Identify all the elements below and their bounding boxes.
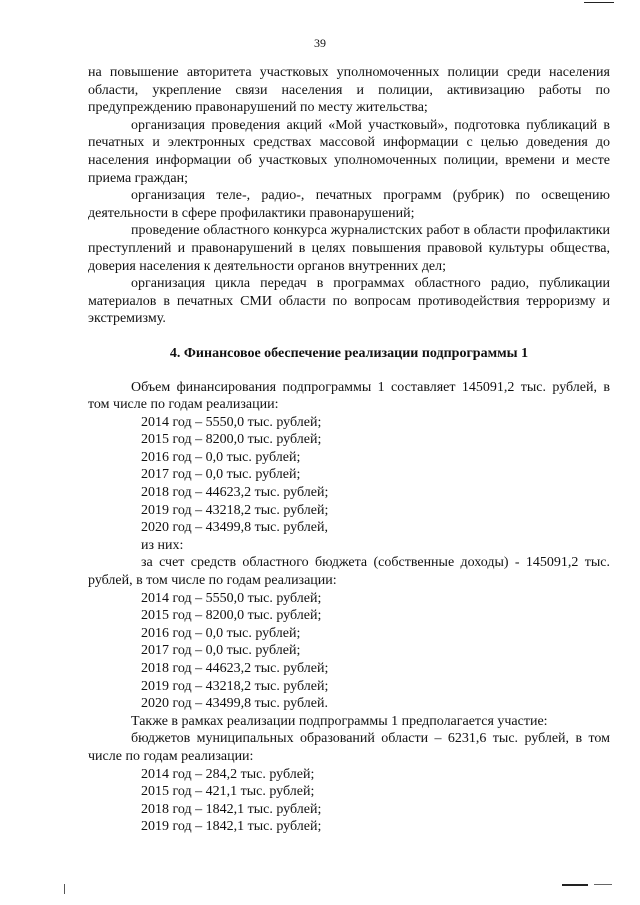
year-amount-item: 2016 год – 0,0 тыс. рублей; [141,449,301,465]
document-body [88,64,610,836]
financing-total-paragraph: Объем финансирования подпрограммы 1 составляет 145091,2 тыс. рублей, в том числе по годам реализации: [88,379,610,413]
scan-artifact-bottom-right [562,884,588,886]
year-amount-item: 2014 год – 5550,0 тыс. рублей; [141,590,322,606]
year-amount-item: 2019 год – 43218,2 тыс. рублей; [141,502,329,518]
participation-paragraph: Также в рамках реализации подпрограммы 1 предполагается участие: [131,713,548,729]
municipal-by-year-list [88,766,610,836]
regional-budget-paragraph: за счет средств областного бюджета (собственные доходы) - 145091,2 тыс. рублей, в том числе по годам реализации: [88,555,610,589]
total-by-year-list [88,414,610,537]
intro-paragraph: организация цикла передач в программах областного радио, публикации материалов в печатных СМИ области по вопросам противодействия терроризму и экстремизму. [88,276,610,327]
year-amount-item: 2014 год – 284,2 тыс. рублей; [141,766,315,782]
municipal-budget-paragraph: бюджетов муниципальных образований области – 6231,6 тыс. рублей, в том числе по годам реализации: [88,731,610,764]
year-amount-item: 2020 год – 43499,8 тыс. рублей. [141,696,328,712]
intro-paragraph: проведение областного конкурса журналистских работ в области профилактики преступлений и правонарушений в целях повышения правовой культуры общества, доверия населения к деятельности органов внутренних дел; [88,223,610,274]
year-amount-item: 2017 год – 0,0 тыс. рублей; [141,643,301,659]
year-amount-item: 2018 год – 44623,2 тыс. рублей; [141,661,329,676]
year-amount-item: 2015 год – 8200,0 тыс. рублей; [141,432,322,448]
scan-artifact-bottom-left [64,884,65,894]
year-amount-item: 2019 год – 1842,1 тыс. рублей; [141,819,322,835]
section-heading: 4. Финансовое обеспечение реализации подпрограммы 1 [169,345,529,361]
intro-paragraph: организация проведения акций «Мой участковый», подготовка публикаций в печатных и электронных средствах массовой информации с целью доведения до населения информации об участковых уполномоченных полиции, времени и месте приема граждан; [88,117,610,186]
of-which-label: из них: [141,537,184,553]
year-amount-item: 2016 год – 0,0 тыс. рублей; [141,625,301,641]
year-amount-item: 2014 год – 5550,0 тыс. рублей; [141,414,322,430]
year-amount-item: 2018 год – 44623,2 тыс. рублей; [141,485,329,501]
intro-section [88,64,610,328]
regional-by-year-list [88,590,610,713]
year-amount-item: 2015 год – 8200,0 тыс. рублей; [141,608,322,624]
year-amount-item: 2018 год – 1842,1 тыс. рублей; [141,801,322,817]
page-number: 39 [314,36,326,50]
scan-artifact-top-right [584,2,614,3]
year-amount-item: 2015 год – 421,1 тыс. рублей; [141,784,315,800]
year-amount-item: 2019 год – 43218,2 тыс. рублей; [141,678,329,694]
year-amount-item: 2017 год – 0,0 тыс. рублей; [141,467,301,483]
year-amount-item: 2020 год – 43499,8 тыс. рублей, [141,520,328,536]
scan-artifact-bottom-right-dots [594,884,612,885]
intro-paragraph: организация теле-, радио-, печатных программ (рубрик) по освещению деятельности в сфере профилактики правонарушений; [88,188,610,221]
intro-paragraph: на повышение авторитета участковых уполномоченных полиции среди населения области, укрепление связи населения и полиции, активизацию работы по предупреждению правонарушений по месту жительства; [88,65,610,116]
